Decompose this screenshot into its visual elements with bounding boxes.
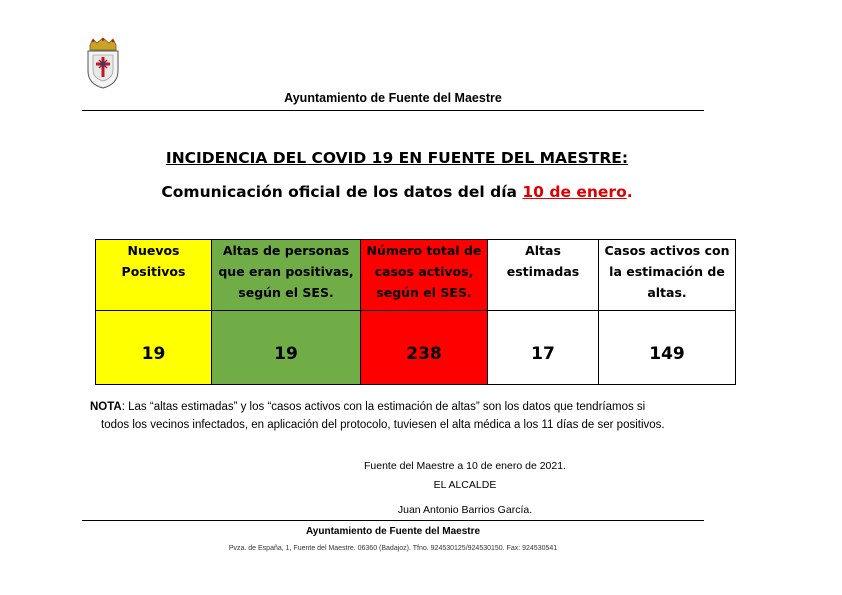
municipal-crest-icon bbox=[84, 37, 122, 89]
header-discharges-ses: Altas de personas que eran positivas, según el SES. bbox=[212, 240, 361, 311]
note-paragraph bbox=[90, 399, 706, 434]
note-first-line: : Las “altas estimadas” y los “casos activos con la estimación de altas” son los datos que tendríamos si bbox=[121, 401, 646, 413]
table-values-row bbox=[96, 311, 736, 385]
header-active-cases-ses: Número total de casos activos, según el SES. bbox=[361, 240, 488, 311]
header-active-with-estimate: Casos activos con la estimación de altas. bbox=[599, 240, 736, 311]
header-estimated-discharges: Altas estimadas bbox=[488, 240, 599, 311]
value-active-cases-ses: 238 bbox=[361, 311, 488, 385]
organization-header: Ayuntamiento de Fuente del Maestre bbox=[284, 91, 502, 105]
footer-organization: Ayuntamiento de Fuente del Maestre bbox=[305, 526, 481, 537]
footer-address: Pvza. de España, 1, Fuente del Maestre. 06360 (Badajoz). Tfno. 924530125/924530150. Fax: 924530541 bbox=[228, 545, 558, 552]
document-title: INCIDENCIA DEL COVID 19 EN FUENTE DEL MAESTRE: bbox=[165, 149, 629, 167]
table-header-row bbox=[96, 240, 736, 311]
signature-role: EL ALCALDE bbox=[433, 479, 497, 491]
footer-divider bbox=[82, 520, 704, 521]
value-discharges-ses: 19 bbox=[212, 311, 361, 385]
note-continuation: todos los vecinos infectados, en aplicación del protocolo, tuviesen el alta médica a los 11 días de ser positivos. bbox=[101, 418, 665, 431]
value-estimated-discharges: 17 bbox=[488, 311, 599, 385]
document-subtitle bbox=[0, 183, 794, 201]
subtitle-prefix: Comunicación oficial de los datos del día bbox=[161, 183, 523, 201]
subtitle-suffix: . bbox=[626, 183, 633, 201]
value-new-positives: 19 bbox=[96, 311, 212, 385]
signature-name: Juan Antonio Barrios García. bbox=[397, 504, 533, 516]
covid-data-table bbox=[95, 239, 736, 385]
signature-place-date: Fuente del Maestre a 10 de enero de 2021. bbox=[364, 460, 566, 472]
subtitle-date: 10 de enero bbox=[522, 183, 627, 201]
value-active-with-estimate: 149 bbox=[599, 311, 736, 385]
header-divider bbox=[82, 110, 704, 111]
header-new-positives: Nuevos Positivos bbox=[96, 240, 212, 311]
note-label: NOTA bbox=[90, 401, 122, 413]
